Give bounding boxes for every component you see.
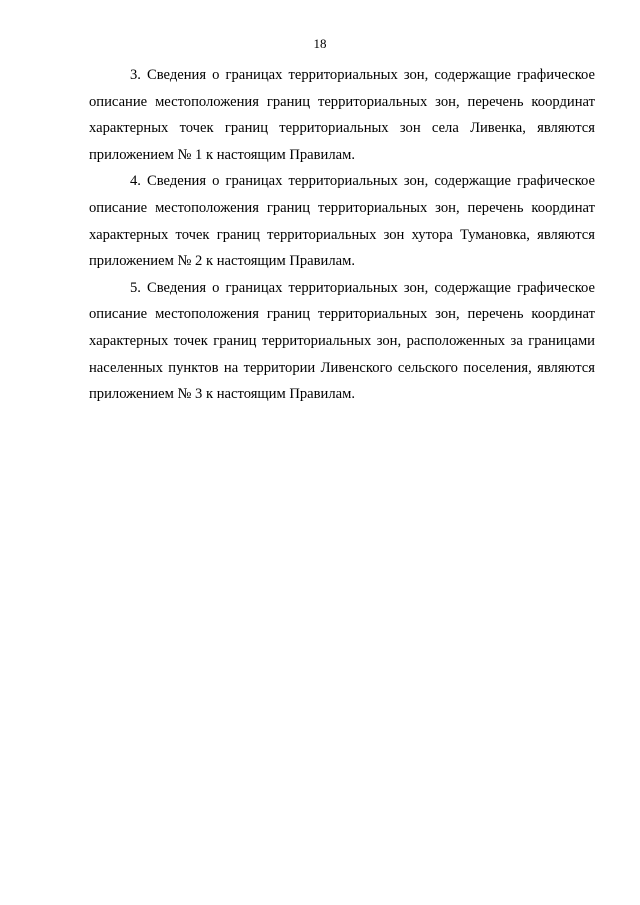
page-number: 18 xyxy=(313,36,327,51)
document-body xyxy=(89,62,595,408)
paragraph-item-4: 4. Сведения о границах территориальных зон, содержащие графическое описание местоположения границ территориальных зон, перечень координат характерных точек границ территориальных зон хутора Тумановка, являются приложением № 2 к настоящим Правилам. xyxy=(89,173,595,270)
paragraph-item-5: 5. Сведения о границах территориальных зон, содержащие графическое описание местоположения границ территориальных зон, перечень координат характерных точек границ территориальных зон, расположенных за границами населенных пунктов на территории Ливенского сельского поселения, являются приложением № 3 к настоящим Правилам. xyxy=(89,279,595,403)
paragraph-item-3: 3. Сведения о границах территориальных зон, содержащие графическое описание местоположения границ территориальных зон, перечень координат характерных точек границ территориальных зон села Ливенка, являются приложением № 1 к настоящим Правилам. xyxy=(89,67,595,163)
